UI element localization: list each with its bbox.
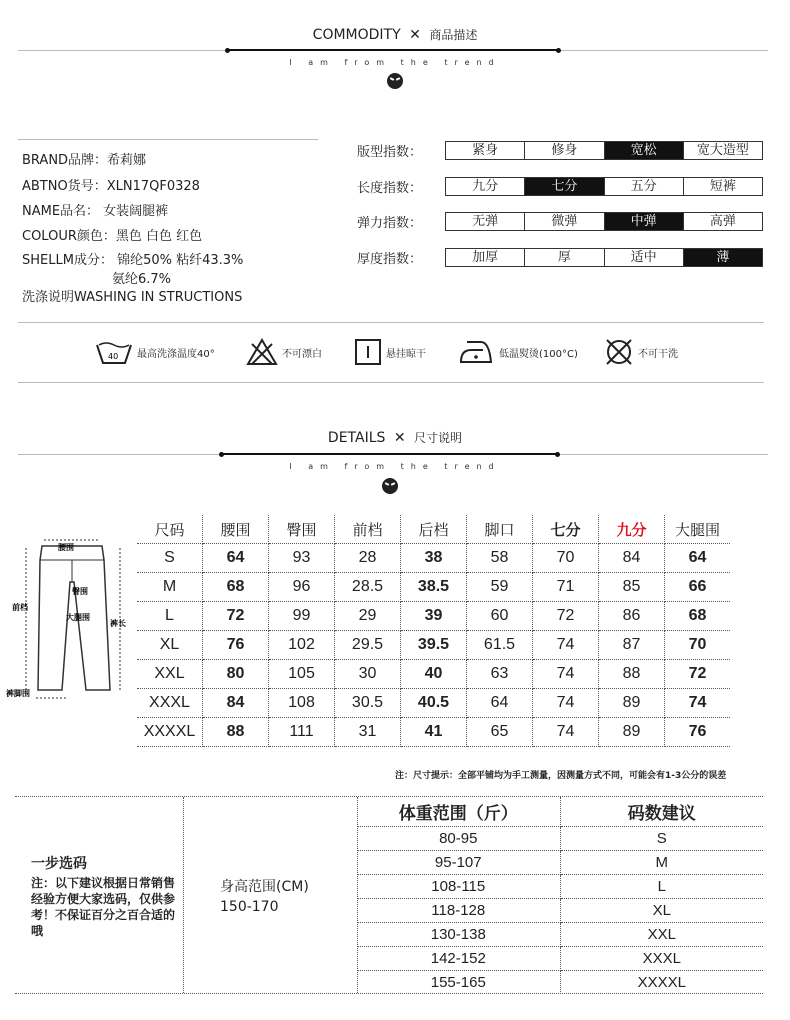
care-bleach <box>246 338 322 366</box>
index-option: 中弹 <box>605 213 684 230</box>
table-cell: XXXXL <box>137 718 203 747</box>
table-cell: 84 <box>599 544 665 573</box>
table-cell: 30.5 <box>335 689 401 718</box>
size-table-header-cell: 后档 <box>401 515 467 544</box>
table-cell: 64 <box>665 544 731 573</box>
table-row <box>357 827 763 851</box>
table-cell: S <box>137 544 203 573</box>
size-recommendation <box>15 796 763 994</box>
table-cell: 111 <box>269 718 335 747</box>
size-table-header-cell: 脚口 <box>467 515 533 544</box>
table-cell: 74 <box>533 660 599 689</box>
care-hang-label: 悬挂晾干 <box>386 348 426 360</box>
details-title-en: DETAILS <box>327 430 386 446</box>
table-row <box>137 573 730 602</box>
table-cell: 29.5 <box>335 631 401 660</box>
table-cell: 118-128 <box>357 899 560 923</box>
table-cell: 80-95 <box>357 827 560 851</box>
table-row <box>137 660 730 689</box>
table-row <box>137 544 730 573</box>
table-cell: 95-107 <box>357 851 560 875</box>
size-table-header-cell: 腰围 <box>203 515 269 544</box>
close-x-icon: ✕ <box>393 430 406 446</box>
table-cell: XXXXL <box>637 974 686 991</box>
recommend-note: 注：以下建议根据日常销售经验方便大家选码，仅供参考！不保证百分之百合适的哦 <box>31 876 176 938</box>
table-cell: 28 <box>335 544 401 573</box>
info-divider <box>18 139 318 140</box>
index-option: 宽大造型 <box>696 143 749 158</box>
table-cell: S <box>560 827 763 851</box>
info-shellm2: 氨纶6.7% <box>112 272 172 287</box>
dot-icon <box>219 452 224 457</box>
index-option: 加厚 <box>446 249 525 266</box>
weight-table-header-cell: 码数建议 <box>560 797 763 827</box>
table-cell: XL <box>560 899 763 923</box>
index-option: 适中 <box>605 249 684 266</box>
table-cell: XXXL <box>560 947 763 971</box>
care-dryclean <box>604 338 678 366</box>
recommend-title: 一步选码 <box>31 856 87 872</box>
weight-size-table <box>357 797 763 994</box>
table-cell: 70 <box>533 544 599 573</box>
table-row <box>357 947 763 971</box>
measure-note: 注：尺寸提示：全部平铺均为手工测量，因测量方式不同，可能会有1-3公分的误差 <box>395 771 727 781</box>
index-option: 五分 <box>605 178 684 195</box>
table-cell: 41 <box>401 718 467 747</box>
table-cell: XXXL <box>137 689 203 718</box>
weight-table-header-cell: 体重范围（斤） <box>357 797 560 827</box>
index-option: 紧身 <box>446 142 525 159</box>
svg-text:40: 40 <box>108 352 119 361</box>
height-label: 身高范围(CM) <box>220 879 309 895</box>
table-cell: 31 <box>335 718 401 747</box>
index-option: 宽松 <box>605 142 684 159</box>
index-option: 短裤 <box>709 179 736 194</box>
pants-diagram <box>6 532 136 702</box>
label-length: 裤长 <box>110 619 126 628</box>
index-row <box>445 177 763 196</box>
care-wash <box>95 339 215 365</box>
index-label: 厚度指数： <box>357 252 423 267</box>
table-cell: 108 <box>269 689 335 718</box>
table-row <box>137 689 730 718</box>
low-iron-icon <box>459 338 495 366</box>
table-cell: XL <box>137 631 203 660</box>
label-hip: 臀围 <box>72 587 88 596</box>
divider <box>183 797 184 993</box>
table-cell: XXL <box>560 923 763 947</box>
care-bleach-label: 不可漂白 <box>282 348 322 360</box>
table-cell: XXL <box>137 660 203 689</box>
table-cell: 105 <box>269 660 335 689</box>
table-row <box>357 851 763 875</box>
index-row <box>445 212 763 231</box>
index-option: 无弹 <box>446 213 525 230</box>
hang-dry-icon <box>354 338 382 366</box>
angry-face-icon <box>382 478 398 494</box>
divider <box>18 322 764 323</box>
table-cell: 74 <box>533 631 599 660</box>
table-cell: 66 <box>665 573 731 602</box>
table-row <box>137 718 730 747</box>
tagline: I am from the trend <box>289 58 501 67</box>
info-brand: BRAND品牌：希莉娜 <box>22 153 147 168</box>
label-thigh: 大腿围 <box>66 613 90 622</box>
size-table-header-cell: 尺码 <box>137 515 203 544</box>
divider <box>18 382 764 383</box>
index-option: 薄 <box>684 249 762 266</box>
tagline: I am from the trend <box>289 462 501 471</box>
table-cell: 89 <box>599 689 665 718</box>
table-row <box>137 602 730 631</box>
details-title-cn: 尺寸说明 <box>414 431 463 445</box>
table-cell: L <box>137 602 203 631</box>
index-option: 九分 <box>446 178 525 195</box>
index-label: 弹力指数： <box>357 216 423 231</box>
divider-dark <box>222 453 557 455</box>
table-cell: 85 <box>599 573 665 602</box>
label-front-rise: 前档 <box>12 603 28 612</box>
table-cell: 142-152 <box>357 947 560 971</box>
table-row <box>137 631 730 660</box>
table-cell: 84 <box>203 689 269 718</box>
index-option: 修身 <box>525 142 604 159</box>
table-cell: 80 <box>203 660 269 689</box>
table-cell: 68 <box>665 602 731 631</box>
height-range <box>220 877 309 917</box>
commodity-title <box>0 26 790 43</box>
table-cell: 58 <box>467 544 533 573</box>
size-table-header-cell: 臀围 <box>269 515 335 544</box>
dot-icon <box>225 48 230 53</box>
table-cell: 86 <box>599 602 665 631</box>
label-hem: 裤脚围 <box>6 689 30 698</box>
table-cell: 65 <box>467 718 533 747</box>
care-iron <box>459 338 578 366</box>
index-row <box>445 141 763 160</box>
table-cell: 70 <box>665 631 731 660</box>
weight-table-header <box>357 797 763 827</box>
table-cell: 71 <box>533 573 599 602</box>
table-cell: 38 <box>401 544 467 573</box>
wash-40-icon <box>95 339 133 365</box>
table-cell: 61.5 <box>467 631 533 660</box>
table-cell: 68 <box>203 573 269 602</box>
dot-icon <box>555 452 560 457</box>
table-cell: 89 <box>599 718 665 747</box>
size-table <box>137 515 730 747</box>
table-cell: 74 <box>533 718 599 747</box>
index-label: 长度指数： <box>357 181 423 196</box>
index-option: 七分 <box>525 178 604 195</box>
table-row <box>357 971 763 995</box>
table-cell: 64 <box>467 689 533 718</box>
size-table-header-cell: 前档 <box>335 515 401 544</box>
table-cell: 28.5 <box>335 573 401 602</box>
table-cell: 60 <box>467 602 533 631</box>
table-cell: 130-138 <box>357 923 560 947</box>
info-shellm: SHELLM成分： 锦纶50% 粘纤43.3% <box>22 253 244 268</box>
no-dry-clean-icon <box>604 338 634 366</box>
details-title <box>0 429 790 446</box>
table-cell: 72 <box>203 602 269 631</box>
table-cell: 30 <box>335 660 401 689</box>
table-cell: 93 <box>269 544 335 573</box>
commodity-title-cn: 商品描述 <box>429 28 478 42</box>
table-row <box>357 875 763 899</box>
angry-face-icon <box>387 73 403 89</box>
table-cell: 29 <box>335 602 401 631</box>
table-cell: 40 <box>401 660 467 689</box>
care-iron-label: 低温熨烫(100°C) <box>499 348 578 360</box>
table-cell: 76 <box>665 718 731 747</box>
divider-dark <box>228 49 558 51</box>
table-cell: 155-165 <box>357 971 560 995</box>
dot-icon <box>556 48 561 53</box>
care-dryclean-label: 不可干洗 <box>638 348 678 360</box>
table-cell: 108-115 <box>357 875 560 899</box>
table-cell: 40.5 <box>401 689 467 718</box>
table-cell: 88 <box>203 718 269 747</box>
table-cell: 76 <box>203 631 269 660</box>
table-row <box>357 899 763 923</box>
index-option: 微弹 <box>525 213 604 230</box>
table-cell: 39.5 <box>401 631 467 660</box>
table-row <box>357 923 763 947</box>
info-washing: 洗涤说明WASHING IN STRUCTIONS <box>22 290 243 305</box>
table-cell: 59 <box>467 573 533 602</box>
info-colour: COLOUR颜色：黑色 白色 红色 <box>22 229 203 244</box>
table-cell: 38.5 <box>401 573 467 602</box>
table-cell: 72 <box>533 602 599 631</box>
index-label: 版型指数： <box>357 145 423 160</box>
table-cell: 87 <box>599 631 665 660</box>
table-cell: 64 <box>203 544 269 573</box>
size-table-header <box>137 515 730 544</box>
table-cell: 74 <box>665 689 731 718</box>
label-waist: 腰围 <box>58 543 74 552</box>
height-value: 150-170 <box>220 899 279 915</box>
table-cell: 96 <box>269 573 335 602</box>
care-wash-label: 最高洗涤温度40° <box>137 348 215 360</box>
index-row <box>445 248 763 267</box>
table-cell: M <box>137 573 203 602</box>
index-option: 高弹 <box>709 214 736 229</box>
table-cell: 72 <box>665 660 731 689</box>
table-cell: L <box>560 875 763 899</box>
info-name: NAME品名： 女装阔腿裤 <box>22 204 169 219</box>
table-cell: 39 <box>401 602 467 631</box>
index-option: 厚 <box>525 249 604 266</box>
table-cell: 74 <box>533 689 599 718</box>
table-cell: 88 <box>599 660 665 689</box>
size-table-header-cell: 九分 <box>599 515 665 544</box>
table-cell: 102 <box>269 631 335 660</box>
table-cell: 99 <box>269 602 335 631</box>
care-hang <box>354 338 426 366</box>
table-cell: M <box>560 851 763 875</box>
close-x-icon: ✕ <box>409 27 421 43</box>
size-table-header-cell: 七分 <box>533 515 599 544</box>
commodity-title-en: COMMODITY <box>312 27 401 43</box>
info-abtno: ABTNO货号：XLN17QF0328 <box>22 179 200 194</box>
table-cell: 63 <box>467 660 533 689</box>
size-table-header-cell: 大腿围 <box>665 515 731 544</box>
no-bleach-icon <box>246 338 278 366</box>
